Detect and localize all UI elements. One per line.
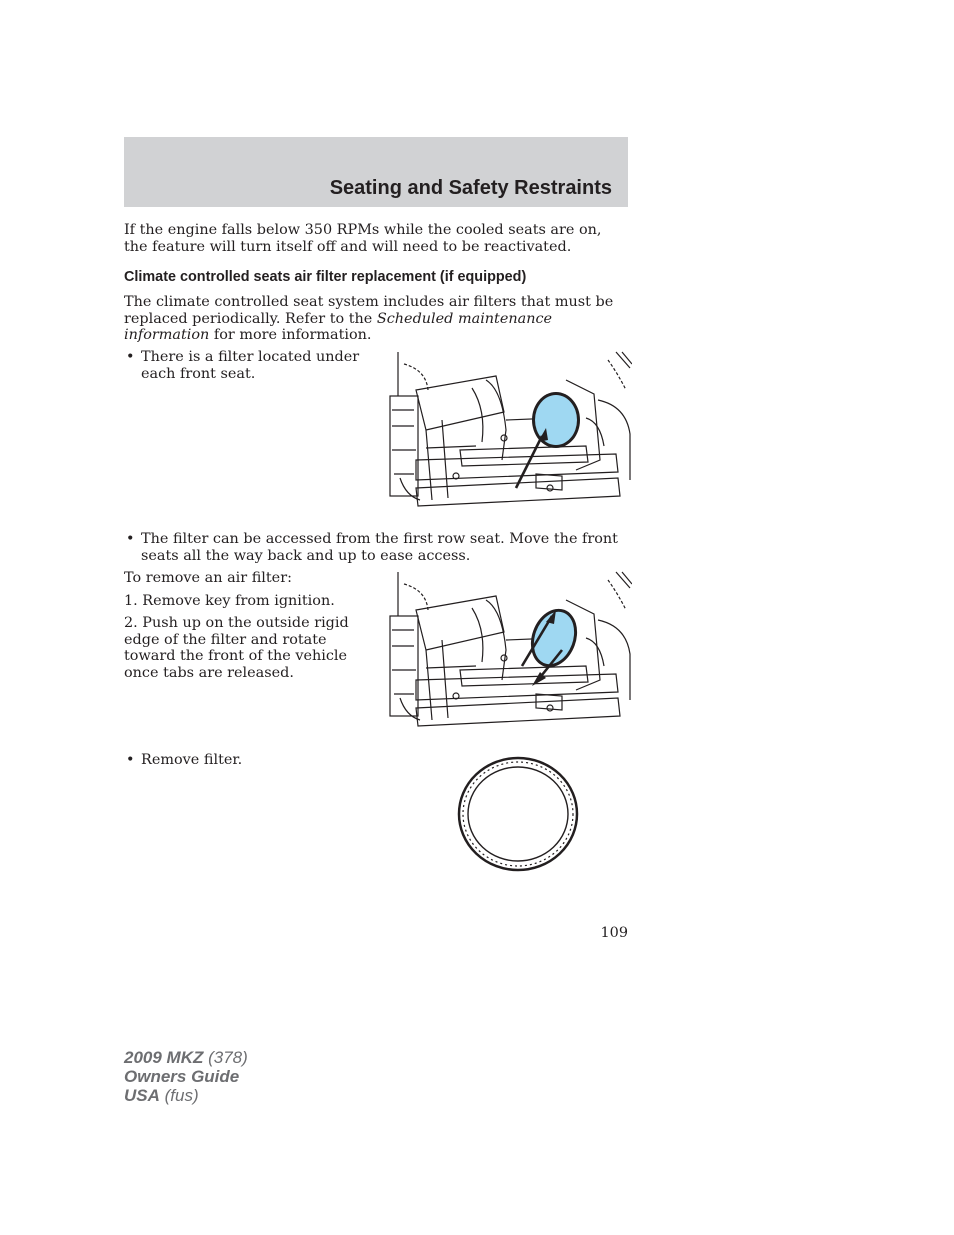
footer-market-code: (fus) [164, 1086, 199, 1105]
step-1: 1. Remove key from ignition. [124, 593, 335, 609]
page-number: 109 [600, 925, 628, 941]
bullet-marker: • [126, 752, 135, 768]
footer-market: USA [124, 1086, 160, 1105]
document-footer [124, 1048, 248, 1105]
section-heading: Climate controlled seats air filter replacement (if equipped) [124, 269, 527, 285]
bullet-marker: • [126, 531, 135, 547]
footer-guide: Owners Guide [124, 1067, 240, 1086]
section-header-band [124, 137, 628, 207]
footer-market-line [124, 1086, 248, 1105]
bullet-access: The filter can be accessed from the first row seat. Move the front seats all the way back and up to ease access. [141, 531, 618, 564]
bullet-filter-location: There is a filter located under each front seat. [141, 349, 360, 382]
filter-paragraph-text: The climate controlled seat system includes air filters that must be replaced periodically. Refer to the [124, 294, 614, 327]
footer-model: 2009 MKZ [124, 1048, 204, 1067]
maintenance-reference: Scheduled maintenance information [124, 310, 553, 343]
bullet-remove-filter: Remove filter. [141, 752, 243, 768]
bullet-marker: • [126, 349, 135, 365]
step-2: 2. Push up on the outside rigid edge of the filter and rotate toward the front of the vehicle once tabs are released. [124, 615, 349, 681]
round-filter-illustration [456, 756, 580, 872]
footer-guide-line [124, 1067, 248, 1086]
intro-paragraph: If the engine falls below 350 RPMs while the cooled seats are on, the feature will turn itself off and will need to be reactivated. [124, 222, 602, 255]
section-title: Seating and Safety Restraints [329, 177, 612, 199]
footer-model-code: (378) [208, 1048, 248, 1067]
seat-filter-illustration [386, 350, 632, 516]
filter-removal-illustration [386, 570, 632, 736]
filter-paragraph [124, 294, 630, 344]
steps-intro: To remove an air filter: [124, 570, 292, 586]
footer-model-line [124, 1048, 248, 1067]
filter-paragraph-end: for more information. [213, 327, 372, 343]
